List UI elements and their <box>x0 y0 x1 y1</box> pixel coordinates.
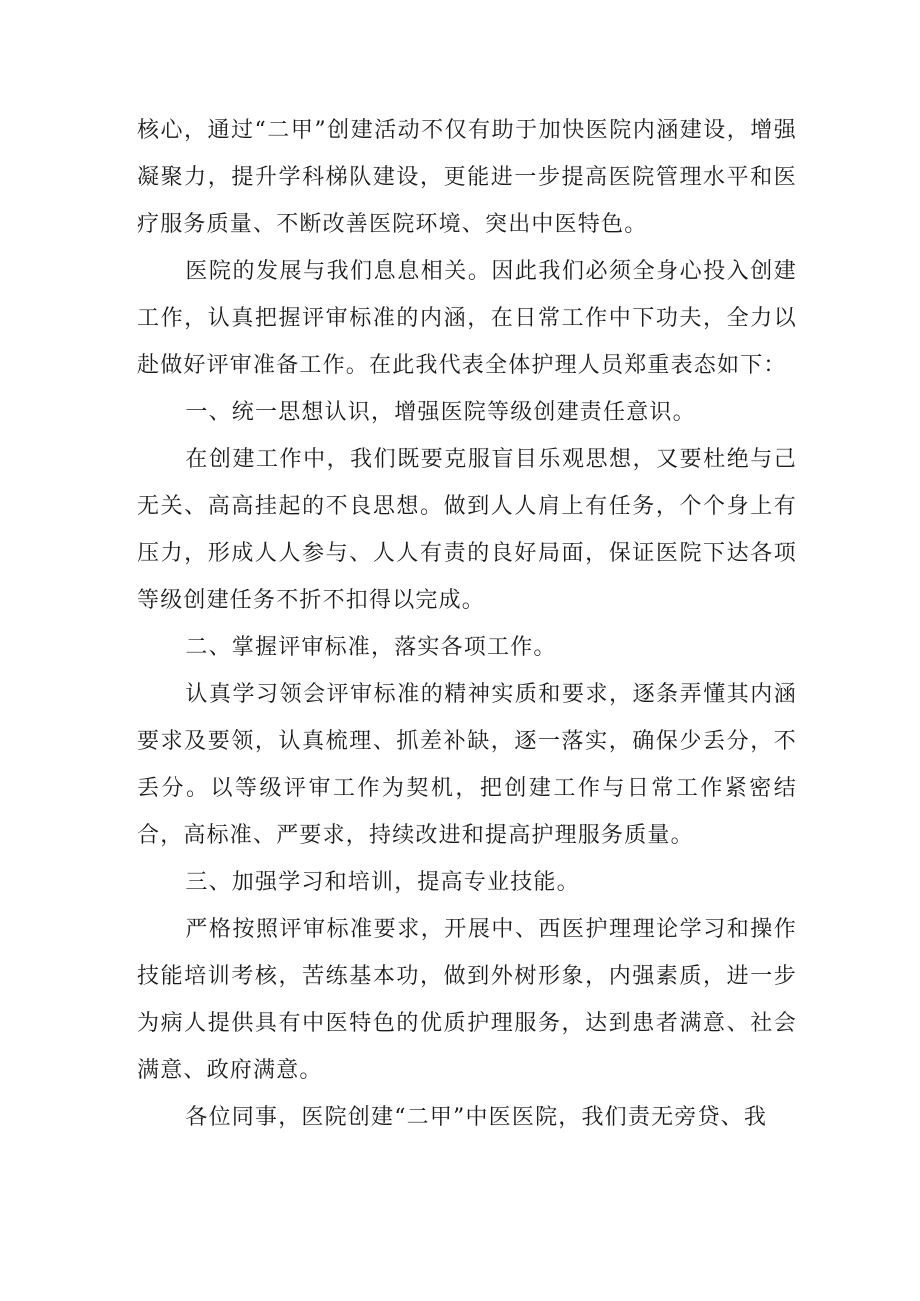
section-heading-1: 一、统一思想认识，增强医院等级创建责任意识。 <box>185 400 696 425</box>
section-heading-3: 三、加强学习和培训，提高专业技能。 <box>185 870 580 895</box>
document-body <box>137 107 797 1141</box>
paragraph-hospital-development: 医院的发展与我们息息相关。因此我们必须全身心投入创建工作，认真把握评审标准的内涵，在日常工作中下功夫，全力以赴做好评审准备工作。在此我代表全体护理人员郑重表态如下： <box>137 259 797 378</box>
paragraph-section-1: 在创建工作中，我们既要克服盲目乐观思想，又要杜绝与己无关、高高挂起的不良思想。做到人人肩上有任务，个个身上有压力，形成人人参与、人人有责的良好局面，保证医院下达各项等级创建任务不折不扣得以完成。 <box>137 447 797 613</box>
paragraph-section-3: 严格按照评审标准要求，开展中、西医护理理论学习和操作技能培训考核，苦练基本功，做到外树形象，内强素质，进一步为病人提供具有中医特色的优质护理服务，达到患者满意、社会满意、政府满意。 <box>137 917 797 1083</box>
paragraph-continuation: 核心，通过“二甲”创建活动不仅有助于加快医院内涵建设，增强凝聚力，提升学科梯队建设，更能进一步提高医院管理水平和医疗服务质量、不断改善医院环境、突出中医特色。 <box>137 118 797 237</box>
section-heading-2: 二、掌握评审标准，落实各项工作。 <box>185 635 557 660</box>
paragraph-closing: 各位同事，医院创建“二甲”中医医院，我们责无旁贷、我 <box>185 1105 768 1130</box>
paragraph-section-2: 认真学习领会评审标准的精神实质和要求，逐条弄懂其内涵要求及要领，认真梳理、抓差补缺，逐一落实，确保少丢分，不丢分。以等级评审工作为契机，把创建工作与日常工作紧密结合，高标准、严要求，持续改进和提高护理服务质量。 <box>137 682 797 848</box>
